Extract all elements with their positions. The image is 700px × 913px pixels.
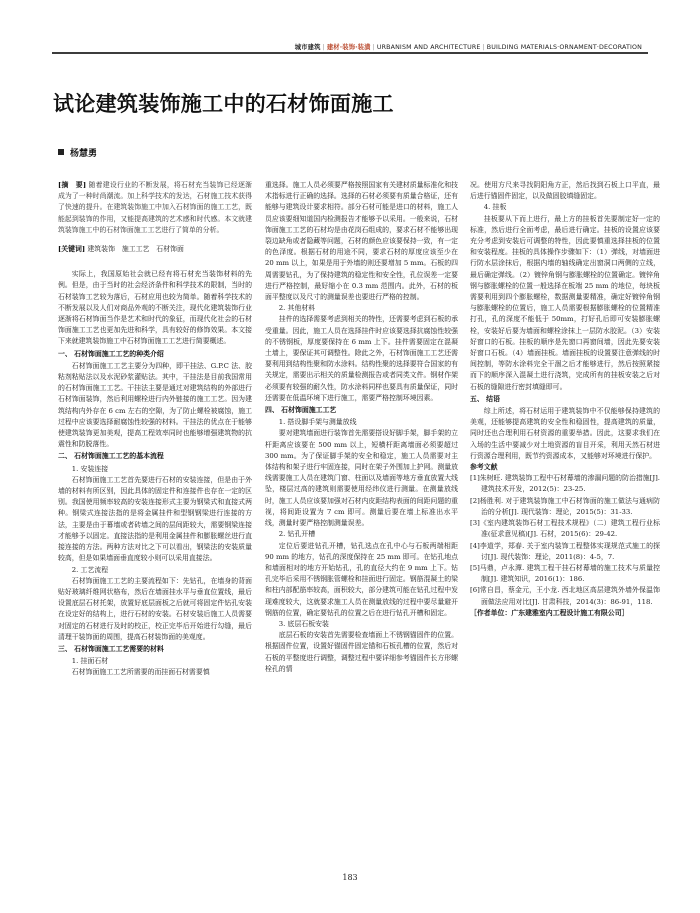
subsection-heading: 4. 挂板 <box>483 203 507 212</box>
section-heading: 三、 石材饰面施工工艺需要的材料 <box>58 644 164 653</box>
paragraph: 况。使用方尺来寻找阴阳角方正，然后找到石板上口平直，最后进行锚固件固定，以及做固胶填缝固定。 <box>470 181 660 201</box>
references-heading: 参考文献 <box>470 463 498 472</box>
author-name: 杨慧勇 <box>70 149 98 159</box>
header-en-1: URBANISM AND ARCHITECTURE <box>376 44 481 51</box>
paragraph: 石材饰面施工工艺主要分为四种，即干挂法、G.P.C 法、胶粘剂粘贴法以及水泥砂浆灌贴法。其中，干挂法是目前我国常用的石材饰面施工工艺。干挂法主要是通过对建筑结构的外部进行石材饰面装饰，然后利用螺栓进行内外链接的施工工艺。因为建筑结构内外存在 6 cm 左右的空隙，为了防止螺栓被腐蚀，施工过程中应该要选择耐腐蚀性较强的材料。干挂法的优点在于能够使建筑装饰更加美观，提高工程效率同时也能够增强建筑物的抗震性和防脱落性。 <box>58 361 252 449</box>
paragraph: 石材饰面施工工艺首先要进行石材的安装连接，但是由于外墙的材料有所区别，因此具体的固定件和连接件也存在一定的区别。我国使用频率较高的安装连接形式主要为钢梁式和直接式两种。钢梁式连接法指的是将金属挂件和型钢钢梁进行连接的方法，主要是由于幕墙或者砖墙之间的层间距较大，需要钢梁连接才能够予以固定。直接法指的是利用金属挂件和膨胀螺丝进行直接连接的方法。两种方法对比之下可以看出，钢梁法的安装质量较高，但是如果墙面垂直度较小则可以采用直接法。 <box>58 475 252 563</box>
keywords <box>58 244 252 255</box>
subsection-heading: 1. 安装连接 <box>71 464 109 473</box>
header-en-2: BUILDING MATERIALS·ORNAMENT·DECORATION <box>486 44 642 51</box>
article-title: 试论建筑装饰施工中的石材饰面施工 <box>53 92 394 116</box>
square-bullet-icon <box>58 149 64 155</box>
keywords-text: 建筑装饰 施工工艺 石材饰面 <box>87 245 184 254</box>
author-affiliation: ［作者单位：广东建雅室内工程设计施工有限公司］ <box>470 608 629 617</box>
journal-header: 城市建筑 | 建材·装饰·装潢 | URBANISM AND ARCHITECTURE | BUILDING MATERIALS·ORNAMENT·DECORATION <box>294 44 642 51</box>
abstract <box>58 180 252 236</box>
subsection-heading: 3. 底层石板安装 <box>278 619 329 628</box>
references-list <box>470 473 660 607</box>
subsection-heading: 2. 钻孔开槽 <box>278 530 316 539</box>
section-heading: 一、 石材饰面施工工艺的种类介绍 <box>58 349 164 358</box>
paragraph: 挂件的选择需要考虑到相关的特性，还需要考虑到石板的承受重量。因此，施工人员在选择挂件时应该要选择抗腐蚀性较强的不锈钢板，厚度要保持在 6 mm 上下。挂件需要固定在混凝土墙上，要保证其可调整性。除此之外，石材饰面施工工艺还需要利用到结构性聚和防水涂料。结构性聚的选择要符合国家的有关规定，需要出示相关的质量检测报告或者同类文件。钢材作架必须要有较强的耐久性，防水涂料同样也要具有质量保证，同时还需要在低温环境下进行施工，需要严格控制环境因素。 <box>265 315 458 402</box>
page-number: 183 <box>342 873 358 882</box>
reference-item: [6]常自昌，蔡金元，王小龙. 西北地区高层建筑外墙外保温饰面做法应用对比[J]. 甘肃科技，2014(3)：86-91，118. <box>470 586 660 606</box>
paragraph: 挂板要从下而上进行，最上方的挂板首先要制定好一定的标准，然后进行全面考虑，最后进行确定。挂板的设置应该要充分考虑到安装后可调整的特性，因此要慎重选择挂板的位置和安装程度。挂板的具体操作步骤如下：（1）弹线，对墙面进行防水层涂抹后，根据内墙的轴线确定出窗洞口两侧的立线，最后确定弹线。（2）镀锌角钢与膨胀螺栓的位置确定。镀锌角钢与膨胀螺栓的位置一般选择在板端 25 mm 的地位，每块板需要利用到四个膨胀螺栓，数据测量要精准，确定好镀锌角钢与膨胀螺栓的位置后，施工人员需要根据膨胀螺栓的位置精准打孔，孔的深度不能低于 50mm，打好孔后即可安装膨胀螺栓，安装好后要为墙面和螺栓涂抹上一层防水胶泥。（3）安装好窗口的石板。挂板的顺序是先窗口再窗间墙，因此先要安装好窗口石板。（4）墙面挂板。墙面挂板的设置要注意弹线的时间控制，等防水涂料完全干涸之后才能够进行，然后按照紧接而下的顺序深入混凝土进行浇筑，完成所有的挂板安装之后对石板的缝隙进行密封填缝即可。 <box>470 214 660 391</box>
paragraph: 定位后要进钻孔开槽，钻孔选点在孔中心与石板两端相距 90 mm 的地方，钻孔的深度保持在 25 mm 即可。在钻孔地点和墙面相对的地方开始钻孔，孔的直径大约在 9 mm 上下。钻孔完毕后采用不锈钢胀管螺栓和挂面进行固定。钢筋混凝土的梁和柱内部配筋率较高，面积较大，部分建筑可能在钻孔过程中发现难度较大，这就要求施工人员在测量放线的过程中要尽量避开钢筋的位置，确定要钻孔的位置之后在进行钻孔开槽和固定。 <box>265 541 458 617</box>
paragraph: 底层石板的安装首先需要检查墙面上不锈钢锚固件的位置。根据固件位置，设置好锚固件固定锚和石板孔槽的位置，然后对石板的平整度进行调整，调整过程中要详细参考锚固件长方形螺栓孔的情 <box>265 631 458 673</box>
header-section: 城市建筑 <box>294 44 321 51</box>
paragraph: 综上所述，将石材运用于建筑装饰中不仅能够保持建筑的美观，还能够提高建筑的安全性和稳固性，提高建筑的质量，同时还也合理利用石材资源的重要举措。因此，这要求我们在入场的生活中要减少对土地资源的盲目开采，利用天然石材进行资源合理利用，既节约资源成本，又能够对环境进行保护。 <box>470 407 660 460</box>
keywords-label: [关键词] <box>58 245 86 254</box>
reference-item: [5]马鼎，卢永潭. 建筑工程干挂石材幕墙的施工技术与质量控制[J]. 建筑知识，2016(1)：186. <box>470 563 660 584</box>
paragraph: 重选择。施工人员必须要严格按照国家有关建材质量标准化和技术指标进行正确的选择。选择的石材必须要有质量合格证，还有能够与建筑设计要求相符。部分石材可能是进口的材料，施工人员应该要细知道国内检测报告才能够予以采用。一般来说，石材饰面施工工艺的石材均是由花岗石组成的，要求石材不能够出现裂边缺角或者隐藏等问题，石材的颜色应该要保持一致，有一定的色泽度。根据石材的用途不同，要求石材的厚度应该至少在 20 mm 以上，如果是用于外墙的则还要增加 5 mm。石板的四周需要钻孔，为了保持建筑的稳定性和安全性，孔位误差一定要进行严格控制，最好缩小在 0.3 mm 范围内。此外，石材的板面平整度以及尺寸的测量误差也要进行严格的控制。 <box>265 181 458 302</box>
column-1 <box>58 180 252 679</box>
section-heading: 五、 结语 <box>470 394 500 403</box>
paragraph: 实际上，我国原始社会就已经有将石材充当装饰材料的先例。但是，由于当时的社会经济条件和科学技术的限制，当时的石材装饰工艺较为落后，石材应用也较为简单。随着科学技术的不断发展以及人们对商品外观的不断关注，现代化建筑装饰行业逐渐将石材饰面当作是艺术和时代的象征，而现代化社会的石材饰面施工工艺也更加先进和科学，具有较好的修饰效果。本文接下来就建筑装饰施工中石材饰面施工工艺进行简要概述。 <box>58 270 252 346</box>
abstract-label: [摘 要] <box>58 181 87 189</box>
subsection-heading: 1. 挂面石材 <box>71 657 109 666</box>
paragraph: 石材饰面施工工艺的主要流程如下：先钻孔，在墙身的背面贴好玻璃纤维网状格布，然后在墙面挂水平与垂直位置线，最后设置底层石材托架，放置好底层面板之后就可将固定件钻孔安装在设定好的结构上，进行石材的安装。石材安装后施工人员需要对固定的石材进行及时的校正，校正完毕后开始进行勾缝，最后清理干装饰面的周围，提高石材装饰面的美观度。 <box>58 576 252 641</box>
abstract-text: 随着建设行业的不断发展，将石材充当装饰已经逐渐成为了一种时尚潮流。加上科学技术的发达，石材施工技术获得了快速的提升。在建筑装饰施工中加入石材饰面的施工工艺，既能起到装饰的作用，又能提高建筑的艺术感和时代感。本文就建筑装饰施工中的石材饰面施工工艺进行了简单的分析。 <box>58 181 252 234</box>
header-category: 建材·装饰·装潢 <box>326 44 371 51</box>
paragraph: 要对建筑墙面进行装饰首先需要搭设好脚手架，脚手架的立杆距离应该要在 500 mm 以上，短横杆距离墙面必须要超过 300 mm。为了保证脚手架的安全和稳定，施工人员需要对主体结构和架子进行牢固连接，同时在架子外围加上护网。测量放线需要施工人员在建筑门窗、柱面以及墙面等地方垂直放置大线坠，楼层过高的建筑则需要使用经纬仪进行测量。在测量放线时，施工人员应该要加强对石材内皮距结构表面的间距问题的重视，将间距设置为 7 cm 即可。测量后要在墙上标准出水平线，测量时要严格控制测量误差。 <box>265 429 458 528</box>
column-2 <box>265 180 458 675</box>
section-heading: 四、 石材饰面施工工艺 <box>265 406 337 415</box>
column-3 <box>470 180 660 619</box>
section-heading: 二、 石材饰面施工工艺的基本流程 <box>58 452 164 461</box>
reference-item: [4]李道学，郑春. 关于室内装饰工程整体实现规范式施工的探讨[J]. 现代装饰：理论，2011(8)：4-5，7. <box>470 541 660 561</box>
header-rule <box>52 52 648 54</box>
reference-item: [2]杨胜利. 对于建筑装饰施工中石材饰面的施工做法与通病防治的分析[J]. 现代装饰：理论，2015(5)：31-33. <box>470 496 660 516</box>
subsection-heading: 2. 工艺流程 <box>71 565 109 574</box>
author-line <box>58 146 97 159</box>
reference-item: [3]《室内建筑装饰石材工程技术规程》（二）建筑工程行业标准(征求意见稿)[J]. 石材，2015(6)：29-42. <box>470 519 660 539</box>
reference-item: [1]朱树旺. 建筑装饰工程中石材幕墙的渗漏问题的防治措施[J]. 建筑技术开发，2012(5)：23-25. <box>470 474 660 494</box>
paragraph: 石材饰面施工工艺所需要的而挂面石材需要慎 <box>71 668 210 677</box>
subsection-heading: 1. 搭设脚手架与测量放线 <box>278 418 357 427</box>
subsection-heading: 2. 其他材料 <box>278 304 316 313</box>
